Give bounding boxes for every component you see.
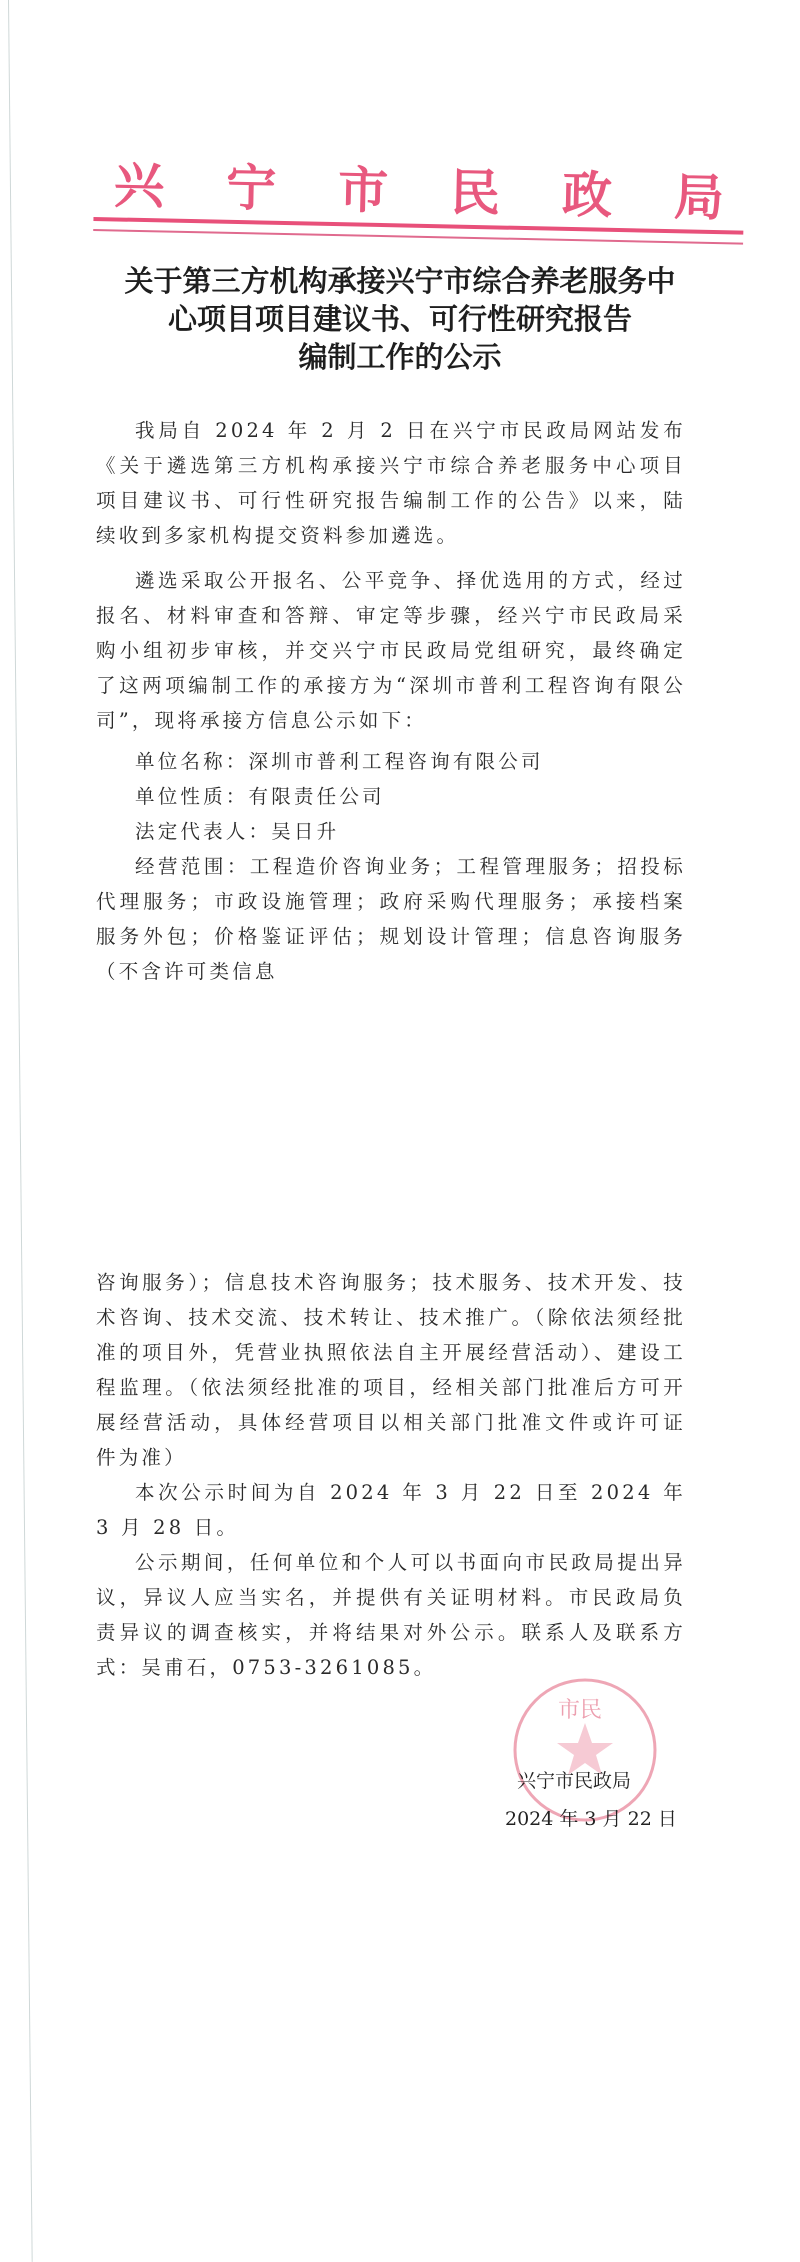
scan-edge-line — [8, 0, 33, 2262]
letterhead-org-name — [113, 145, 724, 230]
field-unit-type — [96, 779, 686, 814]
field-label: 单位名称： — [135, 750, 249, 773]
letterhead-char: 民 — [449, 162, 501, 223]
signature-block — [505, 1762, 677, 1838]
document-title — [110, 262, 690, 376]
field-value: 深圳市普利工程咨询有限公司 — [248, 750, 544, 773]
letterhead-char: 宁 — [225, 157, 277, 218]
paragraph-announcement: 我局自 2024 年 2 月 2 日在兴宁市民政局网站发布《关于遴选第三方机构承接兴宁市综合养老服务中心项目项目建议书、可行性研究报告编制工作的公告》以来，陆续收到多家机构提交资料参加遴选。 — [96, 419, 686, 547]
letterhead-char: 局 — [673, 167, 725, 228]
paragraph-business-scope-1 — [96, 849, 686, 989]
paragraph-business-scope-2: 咨询服务）；信息技术咨询服务；技术服务、技术开发、技术咨询、技术交流、技术转让、技术推广。（除依法须经批准的项目外，凭营业执照依法自主开展经营活动）、建设工程监理。（依法须经批准的项目，经相关部门批准后方可开展经营活动，具体经营项目以相关部门批准文件或许可证件为准） — [96, 1271, 686, 1469]
title-line: 关于第三方机构承接兴宁市综合养老服务中 — [124, 264, 676, 298]
signature-org: 兴宁市民政局 — [517, 1770, 632, 1792]
paragraph-objection: 公示期间，任何单位和个人可以书面向市民政局提出异议，异议人应当实名，并提供有关证明材料。市民政局负责异议的调查核实，并将结果对外公示。联系人及联系方式：吴甫石，0753-3261085。 — [96, 1551, 686, 1679]
field-label: 经营范围： — [135, 855, 250, 878]
letterhead-char: 兴 — [113, 155, 165, 216]
field-label: 单位性质： — [135, 785, 249, 808]
field-label: 法定代表人： — [135, 820, 272, 843]
letterhead — [93, 145, 745, 269]
document-body-bottom — [96, 1265, 686, 1685]
title-line: 心项目项目建议书、可行性研究报告 — [167, 302, 632, 336]
field-unit-name — [96, 744, 686, 779]
letterhead-char: 市 — [337, 160, 389, 221]
field-value: 有限责任公司 — [248, 785, 385, 808]
letterhead-char: 政 — [561, 164, 613, 225]
document-body-top — [96, 413, 686, 989]
field-value: 工程造价咨询业务；工程管理服务；招投标代理服务；市政设施管理；政府采购代理服务；承接档案服务外包；价格鉴证评估；规划设计管理；信息咨询服务（不含许可类信息 — [96, 855, 686, 983]
signature-date: 2024 年 3 月 22 日 — [505, 1808, 677, 1830]
paragraph-selection: 遴选采取公开报名、公平竞争、择优选用的方式，经过报名、材料审查和答辩、审定等步骤，经兴宁市民政局采购小组初步审核，并交兴宁市民政局党组研究，最终确定了这两项编制工作的承接方为“深圳市普利工程咨询有限公司”，现将承接方信息公示如下： — [96, 569, 686, 732]
paragraph-period: 本次公示时间为自 2024 年 3 月 22 日至 2024 年 3 月 28 日。 — [96, 1481, 686, 1539]
field-legal-rep — [96, 814, 686, 849]
seal-text: 市民 — [558, 1698, 603, 1723]
title-line: 编制工作的公示 — [298, 340, 502, 374]
field-value: 吴日升 — [271, 820, 340, 843]
